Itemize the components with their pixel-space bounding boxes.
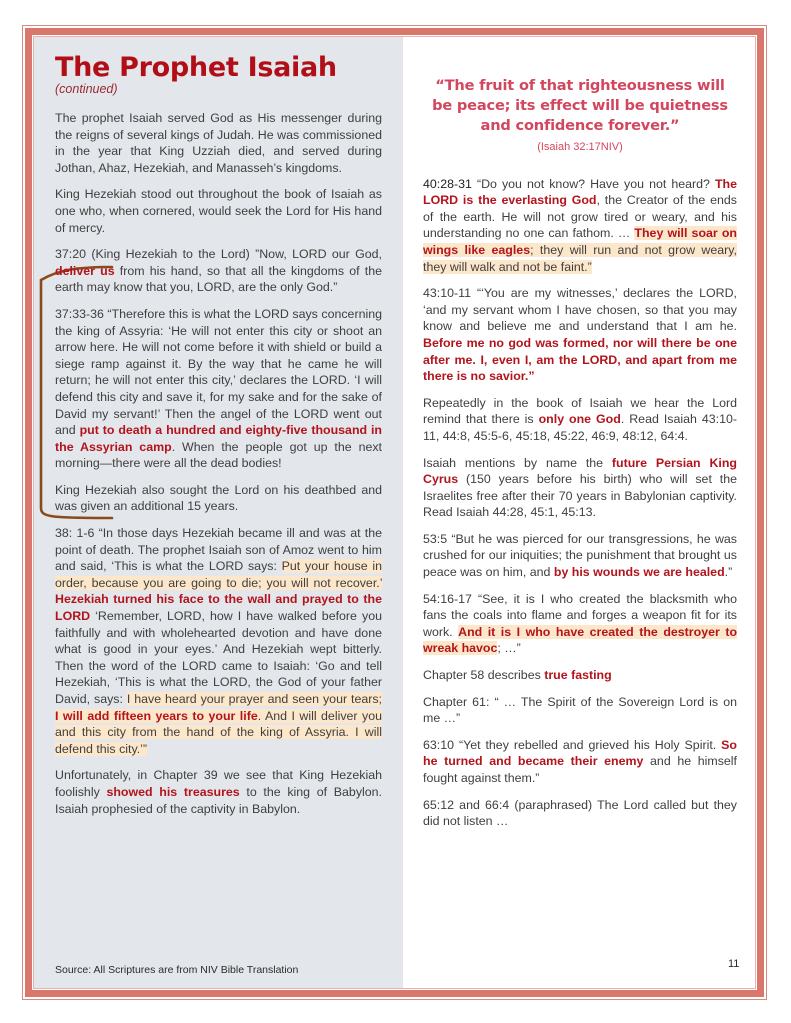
text: 43:10-11 “‘You are my witnesses,’ declares the LORD, ‘and my servant whom I have chosen, so that you may know and believe me and understand that I am he. <box>423 286 737 334</box>
text: Isaiah mentions by name the <box>423 455 612 470</box>
emphasis-text: Hezekiah turned his face to the wall and prayed to the LORD <box>55 592 382 624</box>
verse-37-20 <box>55 246 382 296</box>
deathbed-paragraph: King Hezekiah also sought the Lord on his deathbed and was given an additional 15 years. <box>55 482 382 514</box>
text: “Do you not know? Have you not heard? <box>471 176 715 191</box>
emphasis-text: deliver us <box>55 263 115 278</box>
text: 37:20 (King Hezekiah to the Lord) ”Now, LORD our God, <box>55 247 382 262</box>
text: from his hand, so that all the kingdoms of the earth may know that you, LORD, are the only God.” <box>55 263 382 295</box>
text: .” <box>724 565 733 580</box>
verse-53-5 <box>423 531 737 581</box>
highlighted-text: . And I will deliver you and this city from the hand of the king of Assyria. I will defend this city.’” <box>55 708 382 756</box>
text: ; …” <box>497 641 521 656</box>
text: Chapter 58 describes <box>423 668 545 683</box>
chapter-58-paragraph <box>423 667 737 684</box>
text: 63:10 “Yet they rebelled and grieved his Holy Spirit. <box>423 737 722 752</box>
emphasis-text: future Persian King Cyrus <box>423 455 737 487</box>
highlighted-emphasis-text: They will soar on wings like eagles <box>423 226 737 257</box>
verse-40-28 <box>423 176 737 276</box>
text: 37:33-36 “Therefore this is what the LORD says concerning the king of Assyria: ‘He will not enter this city or shoot an arrow here. He will not come before it with shield or build a siege ramp against it. By the way that he came he will return; he will not enter this city,’ declares the LORD. ‘I will defend this city and save it, for my sake and for the sake of David my servant!’ Then the angel of the LORD went out and <box>55 306 382 438</box>
page-number: 11 <box>728 958 740 970</box>
text: ‘Remember, LORD, how I have walked before you faithfully and with wholehearted devotion and have done what is good in your eyes.’ And Hezekiah wept bitterly. Then the word of the LORD came to Isaiah: ‘Go and tell Hezekiah, ‘This is what the LORD, the God of your father David, says: <box>55 609 382 706</box>
page-subtitle: (continued) <box>55 82 118 96</box>
text: . When the people got up the next morning—there were all the dead bodies! <box>55 439 382 471</box>
featured-quote-reference: (Isaiah 32:17NIV) <box>537 141 623 153</box>
highlighted-text: Put your house in order, because you are going to die; you will not recover.’ <box>55 559 382 590</box>
cyrus-paragraph <box>423 455 737 521</box>
verse-43-10 <box>423 285 737 385</box>
source-note: Source: All Scriptures are from NIV Bible Translation <box>55 964 299 976</box>
page-title: The Prophet Isaiah <box>55 52 337 83</box>
text: Unfortunately, in Chapter 39 we see that King Hezekiah foolishly <box>55 768 382 799</box>
verse-38-1 <box>55 525 382 757</box>
highlighted-text: ; they will run and not grow weary, they will walk and not be faint.” <box>423 242 737 274</box>
verse-reference: 40:28-31 <box>423 176 472 191</box>
chapter-61-paragraph: Chapter 61: “ … The Spirit of the Sovereign Lord is on me …” <box>423 694 737 726</box>
verse-63-10 <box>423 737 737 787</box>
highlighted-text: I have heard your prayer and seen your tears; <box>126 692 382 706</box>
right-column <box>423 50 737 840</box>
emphasis-text: by his wounds we are healed <box>553 565 725 580</box>
emphasis-text: true fasting <box>544 668 612 683</box>
emphasis-text: So he turned and became their enemy <box>423 737 737 769</box>
highlighted-emphasis-text: I will add fifteen years to your life <box>55 708 258 723</box>
featured-quote: “The fruit of that righteousness will be peace; its effect will be quietness and confidence forever.” <box>432 77 728 134</box>
intro-paragraph: The prophet Isaiah served God as His messenger during the reigns of several kings of Judah. He was commissioned in the year that King Uzziah died, and served during Jothan, Ahaz, Hezekiah, and Manasseh’s kingdoms. <box>55 111 382 175</box>
text: , the Creator of the ends of the earth. He will not grow tired or weary, and his understanding no one can fathom. … <box>423 193 737 241</box>
chapter-39-paragraph <box>55 767 382 817</box>
emphasis-text: only one God <box>538 412 621 427</box>
text: and he himself fought against them.” <box>423 754 737 785</box>
text: Repeatedly in the book of Isaiah we hear the Lord remind that there is <box>423 395 737 427</box>
only-one-god-paragraph <box>423 395 737 445</box>
text: (150 years before his birth) who will set the Israelites free after their 70 years in Babylonian captivity. Read Isaiah 44:28, 45:1, 45:13. <box>423 472 737 520</box>
emphasis-text: Before me no god was formed, nor will there be one after me. I, even I, am the LORD, and apart from me there is no savior.” <box>423 335 737 384</box>
highlighted-emphasis-text: And it is I who have created the destroyer to wreak havoc <box>423 624 738 656</box>
text: 54:16-17 “See, it is I who created the blacksmith who fans the coals into flame and forges a weapon fit for its work. <box>423 591 737 639</box>
verse-65-12-paragraph: 65:12 and 66:4 (paraphrased) The Lord called but they did not listen … <box>423 797 737 829</box>
emphasis-text: The LORD is the everlasting God <box>423 176 737 208</box>
emphasis-text: showed his treasures <box>106 784 240 799</box>
text: 38: 1-6 “In those days Hezekiah became ill and was at the point of death. The prophet Isaiah son of Amoz went to him and said, ‘This is what the LORD says: <box>55 526 382 574</box>
emphasis-text: put to death a hundred and eighty-five thousand in the Assyrian camp <box>55 423 382 454</box>
verse-54-16 <box>423 591 737 657</box>
left-column <box>55 52 382 827</box>
verse-37-33 <box>55 306 382 472</box>
hezekiah-intro-paragraph: King Hezekiah stood out throughout the book of Isaiah as one who, when cornered, would seek the Lord for His hand of mercy. <box>55 187 382 235</box>
text: 53:5 “But he was pierced for our transgressions, he was crushed for our iniquities; the punishment that brought us peace was on him, and <box>423 531 737 580</box>
text: to the king of Babylon. Isaiah prophesied of the captivity in Babylon. <box>55 784 382 816</box>
text: . Read Isaiah 43:10-11, 44:8, 45:5-6, 45:18, 45:22, 46:9, 48:12, 64:4. <box>423 412 737 443</box>
